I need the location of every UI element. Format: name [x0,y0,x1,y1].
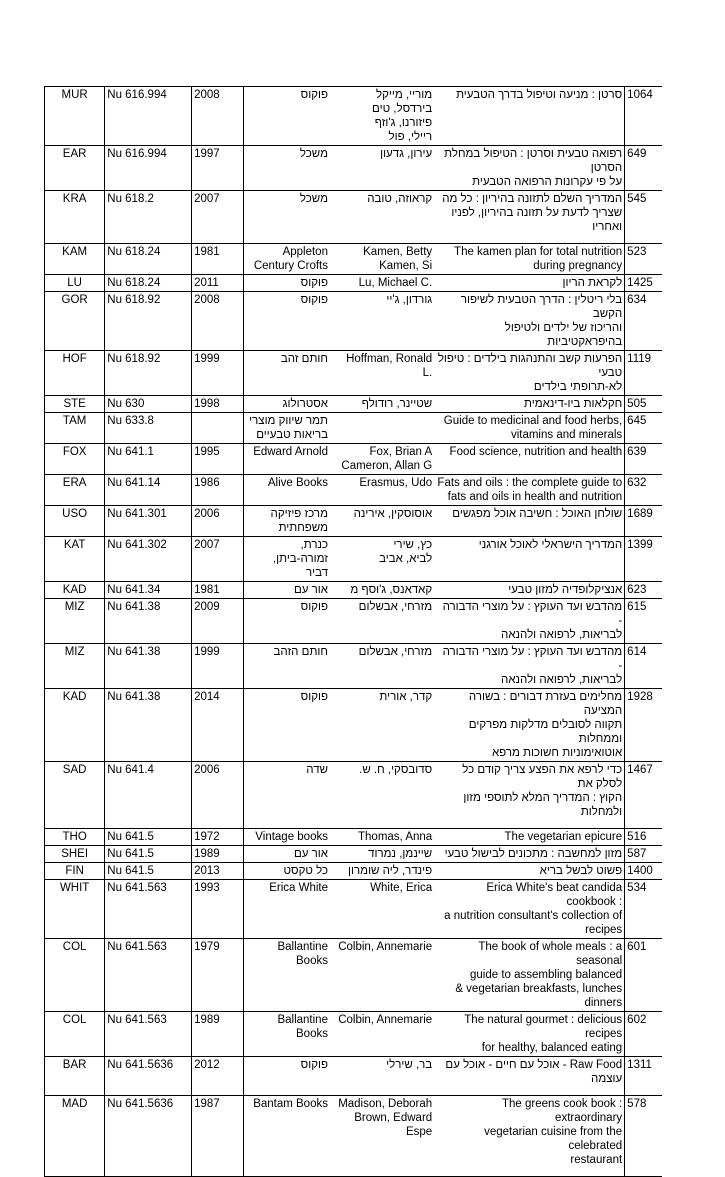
record-id-cell: 587 [625,846,662,863]
year-cell: 1987 [192,1096,244,1177]
title-cell: המדריך השלם לתזונה בהיריון : כל מה שצריך לדעת על תזונה בהיריון, לפניו ואחריו [434,191,625,244]
call-number-cell: Nu 641.14 [105,475,192,506]
call-number-cell: Nu 641.38 [105,599,192,644]
record-id-cell: 602 [625,1012,662,1057]
record-id-cell: 1467 [625,762,662,829]
record-id-cell: 1425 [625,275,662,292]
year-cell: 2012 [192,1057,244,1096]
publisher-cell: אור עם [244,846,330,863]
publisher-cell: מרכז פיזיקה משפחתית [244,506,330,537]
record-id-cell: 545 [625,191,662,244]
table-row [45,1096,663,1177]
call-number-cell: Nu 641.5636 [105,1096,192,1177]
table-row [45,275,663,292]
shelf-code-cell: MUR [45,87,105,146]
shelf-code-cell: GOR [45,292,105,351]
table-row [45,87,663,146]
title-cell: המדריך הישראלי לאוכל אורגני [434,537,625,582]
shelf-code-cell: STE [45,396,105,413]
shelf-code-cell: COL [45,939,105,1012]
shelf-code-cell: MIZ [45,599,105,644]
table-row [45,599,663,644]
publisher-cell: פוקוס [244,275,330,292]
call-number-cell: Nu 641.563 [105,1012,192,1057]
call-number-cell: Nu 641.5 [105,829,192,846]
shelf-code-cell: SAD [45,762,105,829]
year-cell: 1995 [192,444,244,475]
record-id-cell: 1064 [625,87,662,146]
author-cell: Fox, Brian A Cameron, Allan G [330,444,434,475]
record-id-cell: 505 [625,396,662,413]
table-row [45,689,663,762]
year-cell: 2009 [192,599,244,644]
call-number-cell: Nu 618.92 [105,351,192,396]
publisher-cell: Bantam Books [244,1096,330,1177]
author-cell: פינדר, ליה שומרון [330,863,434,880]
year-cell: 2008 [192,292,244,351]
publisher-cell: Ballantine Books [244,939,330,1012]
author-cell: Colbin, Annemarie [330,1012,434,1057]
table-row [45,762,663,829]
record-id-cell: 1399 [625,537,662,582]
year-cell: 2008 [192,87,244,146]
call-number-cell: Nu 641.38 [105,689,192,762]
call-number-cell: Nu 618.24 [105,275,192,292]
author-cell: Erasmus, Udo [330,475,434,506]
shelf-code-cell: MIZ [45,644,105,689]
shelf-code-cell: COL [45,1012,105,1057]
year-cell: 2007 [192,537,244,582]
year-cell: 2014 [192,689,244,762]
title-cell: פשוט לבשל בריא [434,863,625,880]
title-cell: בלי ריטלין : הדרך הטבעית לשיפור הקשב והריכוז של ילדים ולטיפול בהיפראקטיביות [434,292,625,351]
shelf-code-cell: KAT [45,537,105,582]
table-row [45,292,663,351]
author-cell: Lu, Michael C. [330,275,434,292]
table-row [45,829,663,846]
record-id-cell: 1119 [625,351,662,396]
year-cell: 1981 [192,582,244,599]
shelf-code-cell: BAR [45,1057,105,1096]
call-number-cell: Nu 616.994 [105,87,192,146]
title-cell: Fats and oils : the complete guide to fats and oils in health and nutrition [434,475,625,506]
shelf-code-cell: ERA [45,475,105,506]
author-cell: כץ, שירי לביא, אביב [330,537,434,582]
title-cell: The vegetarian epicure [434,829,625,846]
table-row [45,191,663,244]
title-cell: כדי לרפא את הפצע צריך קודם כל לסלק את הקוץ : המדריך המלא לתוספי מזון ולמחלות [434,762,625,829]
shelf-code-cell: KAD [45,689,105,762]
author-cell: Hoffman, Ronald L. [330,351,434,396]
shelf-code-cell: LU [45,275,105,292]
publisher-cell: Edward Arnold [244,444,330,475]
catalog-table [44,86,662,1177]
publisher-cell: פוקוס [244,599,330,644]
table-row [45,413,663,444]
shelf-code-cell: SHEI [45,846,105,863]
year-cell: 1989 [192,846,244,863]
table-row [45,863,663,880]
title-cell: Erica White's beat candida cookbook : a nutrition consultant's collection of recipes [434,880,625,939]
author-cell: קאדאנס, ג'וסף מ [330,582,434,599]
publisher-cell: שדה [244,762,330,829]
title-cell: מהדבש ועד העוקץ : על מוצרי הדבורה - לבריאות, לרפואה ולהנאה [434,599,625,644]
publisher-cell: כנרת, זמורה-ביתן, דביר [244,537,330,582]
title-cell: Food science, nutrition and health [434,444,625,475]
publisher-cell: Ballantine Books [244,1012,330,1057]
author-cell: קראוזה, טובה [330,191,434,244]
shelf-code-cell: WHIT [45,880,105,939]
shelf-code-cell: FIN [45,863,105,880]
year-cell: 1993 [192,880,244,939]
publisher-cell: Vintage books [244,829,330,846]
record-id-cell: 534 [625,880,662,939]
publisher-cell: פוקוס [244,1057,330,1096]
publisher-cell: פוקוס [244,292,330,351]
title-cell: The natural gourmet : delicious recipes for healthy, balanced eating [434,1012,625,1057]
record-id-cell: 516 [625,829,662,846]
year-cell: 1998 [192,396,244,413]
title-cell: The kamen plan for total nutrition during pregnancy [434,244,625,275]
table-row [45,1057,663,1096]
publisher-cell: פוקוס [244,689,330,762]
call-number-cell: Nu 630 [105,396,192,413]
author-cell: בר, שירלי [330,1057,434,1096]
year-cell: 1972 [192,829,244,846]
record-id-cell: 614 [625,644,662,689]
publisher-cell: חותם זהב [244,351,330,396]
call-number-cell: Nu 633.8 [105,413,192,444]
record-id-cell: 632 [625,475,662,506]
year-cell: 1999 [192,644,244,689]
call-number-cell: Nu 641.34 [105,582,192,599]
call-number-cell: Nu 641.302 [105,537,192,582]
record-id-cell: 1311 [625,1057,662,1096]
title-cell: שולחן האוכל : חשיבה אוכל מפגשים [434,506,625,537]
author-cell: White, Erica [330,880,434,939]
call-number-cell: Nu 641.563 [105,939,192,1012]
table-row [45,444,663,475]
record-id-cell: 578 [625,1096,662,1177]
publisher-cell: משכל [244,191,330,244]
author-cell: עירון, גדעון [330,146,434,191]
table-row [45,880,663,939]
author-cell: שיינמן, נמרוד [330,846,434,863]
shelf-code-cell: KRA [45,191,105,244]
table-row [45,506,663,537]
year-cell: 2006 [192,506,244,537]
call-number-cell: Nu 618.92 [105,292,192,351]
table-row [45,537,663,582]
publisher-cell: Erica White [244,880,330,939]
record-id-cell: 634 [625,292,662,351]
title-cell: Raw Food - אוכל עם חיים - אוכל עם עוצמה [434,1057,625,1096]
call-number-cell: Nu 616.994 [105,146,192,191]
table-row [45,146,663,191]
title-cell: The greens cook book : extraordinary vegetarian cuisine from the celebrated restaurant [434,1096,625,1177]
record-id-cell: 615 [625,599,662,644]
year-cell: 1979 [192,939,244,1012]
record-id-cell: 1928 [625,689,662,762]
shelf-code-cell: KAD [45,582,105,599]
call-number-cell: Nu 641.5 [105,846,192,863]
author-cell: מזרחי, אבשלום [330,644,434,689]
call-number-cell: Nu 618.2 [105,191,192,244]
author-cell: מוריי, מייקל בירדסל, טים פיזורנו, ג'וזף ריילי, פול [330,87,434,146]
year-cell: 2006 [192,762,244,829]
table-row [45,846,663,863]
year-cell [192,413,244,444]
publisher-cell: Alive Books [244,475,330,506]
author-cell: Madison, Deborah Brown, Edward Espe [330,1096,434,1177]
author-cell: Kamen, Betty Kamen, Si [330,244,434,275]
title-cell: מזון למחשבה : מתכונים לבישול טבעי [434,846,625,863]
table-row [45,244,663,275]
shelf-code-cell: KAM [45,244,105,275]
table-row [45,396,663,413]
title-cell: רפואה טבעית וסרטן : הטיפול במחלת הסרטן על פי עקרונות הרפואה הטבעית [434,146,625,191]
call-number-cell: Nu 641.563 [105,880,192,939]
shelf-code-cell: THO [45,829,105,846]
shelf-code-cell: HOF [45,351,105,396]
table-row [45,351,663,396]
table-row [45,582,663,599]
title-cell: אנציקלופדיה למזון טבעי [434,582,625,599]
author-cell: מזרחי, אבשלום [330,599,434,644]
year-cell: 1999 [192,351,244,396]
year-cell: 1981 [192,244,244,275]
publisher-cell: אסטרולוג [244,396,330,413]
publisher-cell: תמר שיווק מוצרי בריאות טבעיים [244,413,330,444]
shelf-code-cell: EAR [45,146,105,191]
call-number-cell: Nu 641.5 [105,863,192,880]
record-id-cell: 1400 [625,863,662,880]
year-cell: 2007 [192,191,244,244]
year-cell: 1989 [192,1012,244,1057]
author-cell: Colbin, Annemarie [330,939,434,1012]
author-cell [330,413,434,444]
shelf-code-cell: MAD [45,1096,105,1177]
table-row [45,1012,663,1057]
record-id-cell: 639 [625,444,662,475]
publisher-cell: חותם הזהב [244,644,330,689]
shelf-code-cell: USO [45,506,105,537]
call-number-cell: Nu 641.5636 [105,1057,192,1096]
year-cell: 1997 [192,146,244,191]
publisher-cell: משכל [244,146,330,191]
publisher-cell: פוקוס [244,87,330,146]
table-row [45,644,663,689]
title-cell: הפרעות קשב והתנהגות בילדים : טיפול טבעי לא-תרופתי בילדים [434,351,625,396]
title-cell: חקלאות ביו-דינאמית [434,396,625,413]
call-number-cell: Nu 641.301 [105,506,192,537]
year-cell: 2013 [192,863,244,880]
title-cell: מחלימים בעזרת דבורים : בשורה המציעה תקווה לסובלים מדלקות מפרקים וממחלות אוטואימוניות חשוכות מרפא [434,689,625,762]
author-cell: סדובסקי, ח. ש. [330,762,434,829]
record-id-cell: 523 [625,244,662,275]
publisher-cell: Appleton Century Crofts [244,244,330,275]
title-cell: מהדבש ועד העוקץ : על מוצרי הדבורה - לבריאות, לרפואה ולהנאה [434,644,625,689]
author-cell: קדר, אורית [330,689,434,762]
record-id-cell: 1689 [625,506,662,537]
year-cell: 2011 [192,275,244,292]
title-cell: סרטן : מניעה וטיפול בדרך הטבעית [434,87,625,146]
shelf-code-cell: FOX [45,444,105,475]
author-cell: גורדון, ג'יי [330,292,434,351]
title-cell: The book of whole meals : a seasonal guide to assembling balanced & vegetarian breakfasts, lunches dinners [434,939,625,1012]
record-id-cell: 645 [625,413,662,444]
call-number-cell: Nu 641.4 [105,762,192,829]
record-id-cell: 601 [625,939,662,1012]
record-id-cell: 623 [625,582,662,599]
table-row [45,475,663,506]
title-cell: Guide to medicinal and food herbs, vitamins and minerals [434,413,625,444]
catalog-rows [45,87,663,1177]
shelf-code-cell: TAM [45,413,105,444]
publisher-cell: אור עם [244,582,330,599]
call-number-cell: Nu 641.1 [105,444,192,475]
call-number-cell: Nu 618.24 [105,244,192,275]
title-cell: לקראת הריון [434,275,625,292]
author-cell: Thomas, Anna [330,829,434,846]
author-cell: אוסוסקין, אירינה [330,506,434,537]
year-cell: 1986 [192,475,244,506]
table-row [45,939,663,1012]
record-id-cell: 649 [625,146,662,191]
author-cell: שטיינר, רודולף [330,396,434,413]
publisher-cell: כל טקסט [244,863,330,880]
call-number-cell: Nu 641.38 [105,644,192,689]
